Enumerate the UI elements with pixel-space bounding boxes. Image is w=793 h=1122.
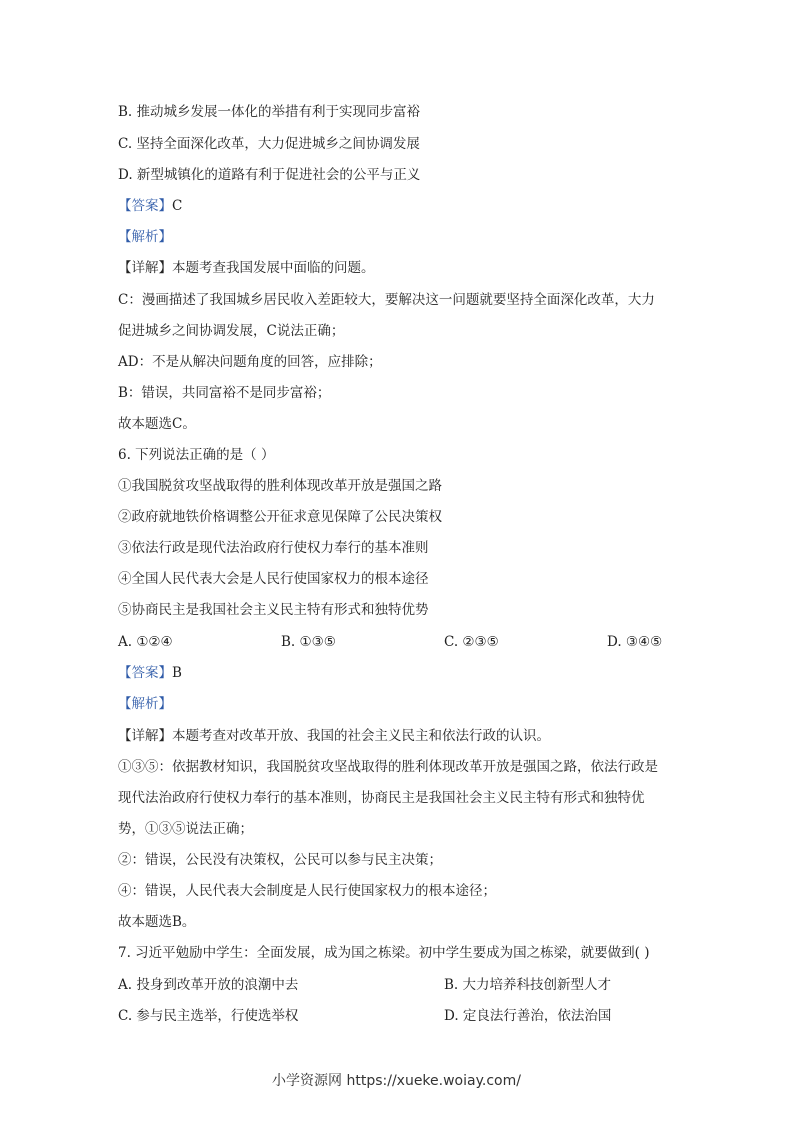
- q6-option-d: D. ③④⑤: [607, 634, 663, 650]
- q7-stem: 7. 习近平勉励中学生：全面发展，成为国之栋梁。初中学生要成为国之栋梁，就要做到( ): [118, 945, 650, 961]
- q6-statement: ④全国人民代表大会是人民行使国家权力的根本途径: [118, 571, 429, 587]
- q5-answer: [118, 196, 182, 216]
- q6-statement: ①我国脱贫攻坚战取得的胜利体现改革开放是强国之路: [118, 478, 442, 494]
- q6-explain-line: 现代法治政府行使权力奉行的基本准则，协商民主是我国社会主义民主特有形式和独特优: [118, 790, 645, 806]
- q6-explain-line: ④：错误，人民代表大会制度是人民行使国家权力的根本途径；: [118, 883, 496, 899]
- detail-text: 本题考查对改革开放、我国的社会主义民主和依法行政的认识。: [172, 728, 550, 744]
- detail-text: 本题考查我国发展中面临的问题。: [172, 260, 375, 276]
- q5-option-b: B. 推动城乡发展一体化的举措有利于实现同步富裕: [118, 104, 421, 120]
- answer-value: C: [172, 198, 183, 214]
- q5-option-d: D. 新型城镇化的道路有利于促进社会的公平与正义: [118, 167, 421, 183]
- q6-conclusion: 故本题选B。: [118, 914, 196, 930]
- q5-explain-line: C：漫画描述了我国城乡居民收入差距较大，要解决这一问题就要坚持全面深化改革，大力: [118, 292, 655, 308]
- analysis-label: 【解析】: [118, 696, 172, 712]
- q5-option-c: C. 坚持全面深化改革，大力促进城乡之间协调发展: [118, 136, 420, 152]
- q6-statement: ②政府就地铁价格调整公开征求意见保障了公民决策权: [118, 509, 442, 525]
- answer-value: B: [172, 665, 182, 681]
- q6-option-c: C. ②③⑤: [444, 634, 499, 650]
- q7-options-row-2: [118, 1006, 678, 1026]
- q7-option-b: B. 大力培养科技创新型人才: [444, 977, 612, 993]
- q6-explain-line: ②：错误，公民没有决策权，公民可以参与民主决策；: [118, 852, 442, 868]
- q5-explain-line: AD：不是从解决问题角度的回答，应排除；: [118, 354, 382, 370]
- analysis-label: 【解析】: [118, 229, 172, 245]
- q5-detail: [118, 258, 375, 278]
- q5-explain-line: 促进城乡之间协调发展，C说法正确；: [118, 323, 345, 339]
- footer-source: 小学资源网 https://xueke.woiay.com/: [272, 1073, 521, 1089]
- q7-option-c: C. 参与民主选举，行使选举权: [118, 1008, 299, 1024]
- detail-label: 【详解】: [118, 728, 172, 744]
- q6-explain-line: ①③⑤：依据教材知识，我国脱贫攻坚战取得的胜利体现改革开放是强国之路，依法行政是: [118, 759, 658, 775]
- q6-analysis: [118, 694, 172, 714]
- q6-stem: 6. 下列说法正确的是（ ）: [118, 447, 275, 463]
- q6-option-a: A. ①②④: [118, 634, 173, 650]
- q6-options: [118, 632, 678, 652]
- q5-conclusion: 故本题选C。: [118, 416, 196, 432]
- q6-explain-line: 势，①③⑤说法正确；: [118, 821, 253, 837]
- q7-option-d: D. 定良法行善治，依法治国: [444, 1008, 612, 1024]
- q5-explain-line: B：错误，共同富裕不是同步富裕；: [118, 385, 331, 401]
- detail-label: 【详解】: [118, 260, 172, 276]
- q7-options-row-1: [118, 975, 678, 995]
- answer-label: 【答案】: [118, 665, 172, 681]
- q6-answer: [118, 663, 182, 683]
- q6-detail: [118, 726, 550, 746]
- q6-statement: ⑤协商民主是我国社会主义民主特有形式和独特优势: [118, 602, 429, 618]
- q7-option-a: A. 投身到改革开放的浪潮中去: [118, 977, 299, 993]
- answer-label: 【答案】: [118, 198, 172, 214]
- q6-statement: ③依法行政是现代法治政府行使权力奉行的基本准则: [118, 540, 429, 556]
- q6-option-b: B. ①③⑤: [281, 634, 336, 650]
- q5-analysis: [118, 227, 172, 247]
